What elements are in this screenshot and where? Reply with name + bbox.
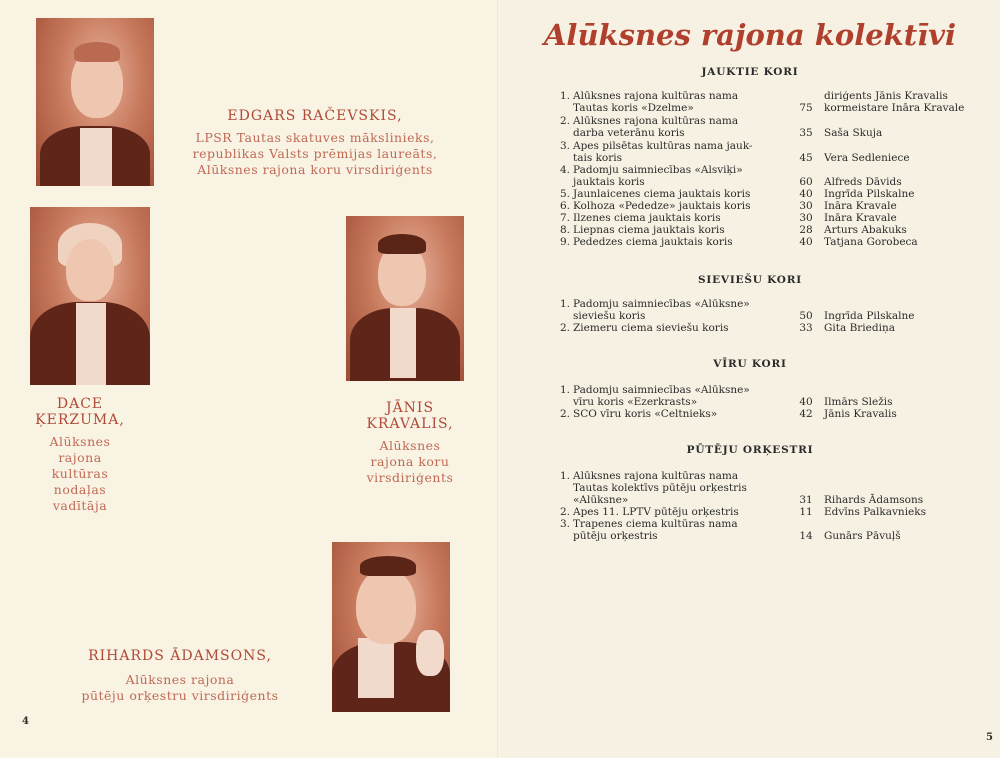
item-count: 42 (799, 408, 813, 420)
item-director: Ināra Kravale (824, 200, 897, 212)
item-count: 40 (799, 396, 813, 408)
item-title-line: Tautas koris «Dzelme» (573, 102, 694, 114)
caption-edgars (190, 108, 440, 178)
item-number: 3. (559, 518, 570, 530)
caption-desc-line: nodaļas (53, 482, 107, 497)
item-count: 11 (799, 506, 813, 518)
caption-rihards (60, 648, 300, 704)
section-heading: SIEVIEŠU KORI (698, 274, 802, 286)
caption-name-line: ĶERZUMA, (35, 412, 125, 428)
caption-name: EDGARS RAČEVSKIS, (227, 108, 403, 124)
item-number: 9. (559, 236, 570, 248)
list-item (556, 408, 996, 420)
list-item (556, 518, 996, 542)
caption-desc-line: rajona koru (370, 454, 450, 469)
item-count: 50 (799, 310, 813, 322)
item-number: 2. (559, 506, 570, 518)
item-number: 1. (559, 470, 570, 482)
list-item (556, 506, 996, 518)
caption-desc-line: Alūksnes rajona (125, 672, 235, 687)
list-item (556, 164, 996, 188)
item-count: 30 (799, 212, 813, 224)
item-number: 2. (559, 115, 570, 127)
item-number: 7. (559, 212, 570, 224)
item-title-line: Alūksnes rajona kultūras nama (573, 90, 739, 102)
caption-desc-line: Alūksnes (379, 438, 441, 453)
item-director: Vera Sedleniece (824, 152, 910, 164)
item-number: 1. (559, 384, 570, 396)
list-item (556, 90, 996, 114)
caption-desc-line: Alūksnes rajona koru virsdiriģents (197, 162, 433, 177)
item-title-line: Liepnas ciema jauktais koris (573, 224, 725, 236)
item-director: Ilmārs Sležis (824, 396, 893, 408)
item-title-line: Padomju saimniecības «Alūksne» (573, 298, 750, 310)
item-number: 2. (559, 322, 570, 334)
list-item (556, 140, 996, 164)
item-director: Arturs Abakuks (824, 224, 907, 236)
item-director: Rihards Ādamsons (824, 494, 924, 506)
item-title-line: Apes pilsētas kultūras nama jauk- (573, 140, 753, 152)
item-director: Gita Briediņa (824, 322, 895, 334)
item-title-line: Ilzenes ciema jauktais koris (573, 212, 721, 224)
item-title-line: Padomju saimniecības «Alsviķi» (573, 164, 743, 176)
caption-name-line: JĀNIS (385, 400, 435, 416)
item-count: 30 (799, 200, 813, 212)
item-number: 4. (559, 164, 570, 176)
caption-janis (350, 400, 470, 486)
portrait-janis-kravalis (346, 216, 464, 381)
item-count: 14 (799, 530, 813, 542)
list-item (556, 188, 996, 200)
caption-name-line: DACE (56, 396, 104, 412)
caption-dace (20, 396, 140, 514)
item-title-line: sieviešu koris (573, 310, 646, 322)
item-director: Jānis Kravalis (824, 408, 897, 420)
caption-name: RIHARDS ĀDAMSONS, (88, 648, 272, 664)
caption-desc-line: kultūras (51, 466, 109, 481)
item-director: Alfreds Dāvids (824, 176, 902, 188)
item-count: 40 (799, 236, 813, 248)
item-title-line: darba veterānu koris (573, 127, 685, 139)
item-director: diriģents Jānis Kravalis (824, 90, 948, 102)
list-item (556, 384, 996, 408)
list-item (556, 298, 996, 322)
item-title-line: Tautas kolektīvs pūtēju orķestris (573, 482, 747, 494)
item-number: 3. (559, 140, 570, 152)
item-director: Ingrīda Pilskalne (824, 310, 915, 322)
section-heading: VĪRU KORI (713, 358, 787, 370)
page-number-right: 5 (986, 732, 993, 743)
caption-desc-line: LPSR Tautas skatuves mākslinieks, (195, 130, 435, 145)
item-title-line: «Alūksne» (573, 494, 629, 506)
list-item (556, 212, 996, 224)
item-director: kormeistare Ināra Kravale (824, 102, 965, 114)
item-title-line: Padomju saimniecības «Alūksne» (573, 384, 750, 396)
item-title-line: Pededzes ciema jauktais koris (573, 236, 733, 248)
item-count: 75 (799, 102, 813, 114)
item-title-line: Trapenes ciema kultūras nama (573, 518, 738, 530)
portrait-edgars-racevskis (36, 18, 154, 186)
item-title-line: Apes 11. LPTV pūtēju orķestris (573, 506, 739, 518)
item-count: 60 (799, 176, 813, 188)
caption-desc-line: pūtēju orķestru virsdiriģents (81, 688, 279, 703)
item-number: 1. (559, 298, 570, 310)
item-count: 31 (799, 494, 813, 506)
item-number: 6. (559, 200, 570, 212)
item-title-line: Jaunlaicenes ciema jauktais koris (573, 188, 751, 200)
item-count: 40 (799, 188, 813, 200)
page-title: Alūksnes rajona kolektīvi (543, 18, 957, 52)
item-number: 2. (559, 408, 570, 420)
item-director: Tatjana Gorobeca (824, 236, 918, 248)
section-heading: JAUKTIE KORI (701, 66, 799, 78)
portrait-dace-kerzuma (30, 207, 150, 385)
item-title-line: Alūksnes rajona kultūras nama (573, 470, 739, 482)
page-number-left: 4 (22, 716, 29, 727)
item-director: Gunārs Pāvuļš (824, 530, 901, 542)
list-item (556, 470, 996, 506)
item-title-line: vīru koris «Ezerkrasts» (573, 396, 698, 408)
item-count: 35 (799, 127, 813, 139)
item-number: 5. (559, 188, 570, 200)
item-title-line: Kolhoza «Pededze» jauktais koris (573, 200, 751, 212)
item-director: Ināra Kravale (824, 212, 897, 224)
item-director: Saša Skuja (824, 127, 883, 139)
list-item (556, 224, 996, 236)
item-number: 8. (559, 224, 570, 236)
caption-name-line: KRAVALIS, (366, 416, 454, 432)
list-item (556, 322, 996, 334)
caption-desc-line: Alūksnes (49, 434, 111, 449)
item-title-line: Ziemeru ciema sieviešu koris (573, 322, 729, 334)
caption-desc-line: rajona (58, 450, 102, 465)
section-heading: PŪTĒJU ORĶESTRI (686, 444, 814, 456)
item-count: 45 (799, 152, 813, 164)
item-title-line: Alūksnes rajona kultūras nama (573, 115, 739, 127)
item-director: Ingrīda Pilskalne (824, 188, 915, 200)
item-count: 33 (799, 322, 813, 334)
item-title-line: SCO vīru koris «Celtnieks» (573, 408, 718, 420)
item-title-line: jauktais koris (573, 176, 645, 188)
list-item (556, 115, 996, 139)
caption-desc-line: vadītāja (52, 498, 108, 513)
caption-desc-line: republikas Valsts prēmijas laureāts, (192, 146, 438, 161)
list-item (556, 200, 996, 212)
item-title-line: tais koris (573, 152, 623, 164)
item-number: 1. (559, 90, 570, 102)
right-page (500, 0, 1000, 758)
item-director: Edvīns Palkavnieks (824, 506, 927, 518)
caption-desc-line: virsdiriģents (366, 470, 454, 485)
item-count: 28 (799, 224, 813, 236)
portrait-rihards-adamsons (332, 542, 450, 712)
item-title-line: pūtēju orķestris (573, 530, 658, 542)
list-item (556, 236, 996, 248)
